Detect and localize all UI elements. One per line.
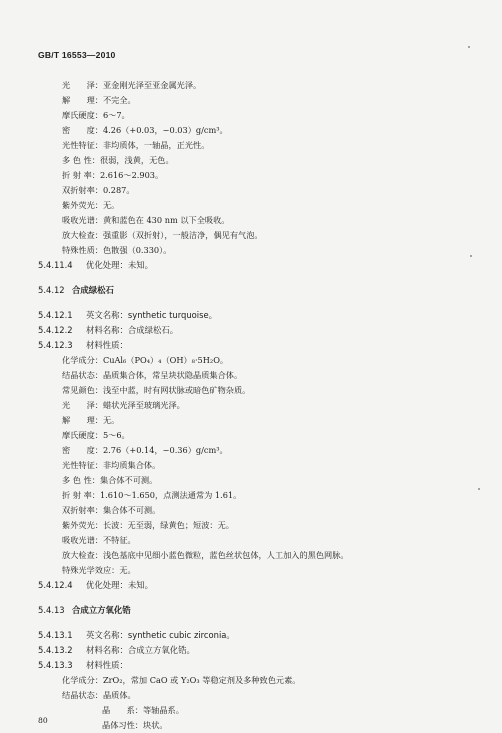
section-5-4-12-heading: 5.4.12 合成绿松石 bbox=[38, 285, 114, 295]
section-5-4-11-4: 5.4.11.4 优化处理：未知。 bbox=[38, 260, 153, 270]
prop-special: 特殊光学效应：无。 bbox=[62, 565, 136, 575]
section-5-4-12-3: 5.4.12.3 材料性质： bbox=[38, 340, 128, 350]
prop-absorption: 吸收光谱：不特征。 bbox=[62, 535, 136, 545]
prop-magnification: 放大检查：强重影（双折射），一般洁净，偶见有气泡。 bbox=[62, 230, 263, 240]
section-5-4-12-4: 5.4.12.4 优化处理：未知。 bbox=[38, 580, 153, 590]
prop-hardness: 摩氏硬度：5～6。 bbox=[62, 430, 130, 440]
scan-speck bbox=[468, 46, 470, 48]
prop-ri: 折 射 率：1.610～1.650，点测法通常为 1.61。 bbox=[62, 490, 242, 500]
scan-speck bbox=[470, 255, 472, 257]
section-5-4-13-3: 5.4.13.3 材料性质： bbox=[38, 660, 128, 670]
prop-special: 特殊性质：色散强（0.330）。 bbox=[62, 245, 172, 255]
prop-luster: 光 泽：亚金刚光泽至亚金属光泽。 bbox=[62, 80, 202, 90]
section-5-4-12-2: 5.4.12.2 材料名称：合成绿松石。 bbox=[38, 325, 179, 335]
prop-pleochroism: 多 色 性：很弱，浅黄，无色。 bbox=[62, 155, 174, 165]
scan-speck bbox=[478, 488, 480, 490]
prop-optic: 光性特征：非均质体，一轴晶，正光性。 bbox=[62, 140, 210, 150]
prop-absorption: 吸收光谱：黄和蓝色在 430 nm 以下全吸收。 bbox=[62, 215, 230, 225]
prop-cleavage: 解 理：不完全。 bbox=[62, 95, 136, 105]
section-5-4-13-1: 5.4.13.1 英文名称：synthetic cubic zirconia。 bbox=[38, 630, 235, 640]
prop-crystal-system: 晶 系：等轴晶系。 bbox=[102, 705, 184, 715]
prop-optic: 光性特征：非均质集合体。 bbox=[62, 460, 161, 470]
prop-chem: 化学成分：ZrO₂，常加 CaO 或 Y₂O₃ 等稳定剂及多种致色元素。 bbox=[62, 675, 301, 685]
page-number: 80 bbox=[38, 716, 48, 725]
prop-density: 密 度：4.26（+0.03，−0.03）g/cm³。 bbox=[62, 125, 228, 135]
prop-hardness: 摩氏硬度：6～7。 bbox=[62, 110, 130, 120]
prop-chem: 化学成分：CuAl₆（PO₄）₄（OH）₈·5H₂O。 bbox=[62, 355, 229, 365]
prop-color: 常见颜色：浅至中蓝，时有网状脉或暗色矿物杂质。 bbox=[62, 385, 251, 395]
prop-pleochroism: 多 色 性：集合体不可测。 bbox=[62, 475, 158, 485]
prop-uv: 紫外荧光：长波：无至弱，绿黄色；短波：无。 bbox=[62, 520, 234, 530]
prop-magnification: 放大检查：浅色基底中见细小蓝色微粒，蓝色丝状包体，人工加入的黑色网脉。 bbox=[62, 550, 349, 560]
prop-birefringence: 双折射率：集合体不可测。 bbox=[62, 505, 161, 515]
section-5-4-13-2: 5.4.13.2 材料名称：合成立方氧化锆。 bbox=[38, 645, 195, 655]
prop-birefringence: 双折射率：0.287。 bbox=[62, 185, 135, 195]
prop-luster: 光 泽：蜡状光泽至玻璃光泽。 bbox=[62, 400, 185, 410]
section-5-4-13-heading: 5.4.13 合成立方氧化锆 bbox=[38, 605, 131, 615]
prop-state: 结晶状态：晶质集合体，常呈块状隐晶质集合体。 bbox=[62, 370, 243, 380]
prop-state: 结晶状态：晶质体。 bbox=[62, 690, 136, 700]
standard-header: GB/T 16553—2010 bbox=[38, 50, 116, 60]
prop-uv: 紫外荧光：无。 bbox=[62, 200, 120, 210]
prop-ri: 折 射 率：2.616～2.903。 bbox=[62, 170, 164, 180]
prop-crystal-habit: 晶体习性：块状。 bbox=[102, 720, 168, 730]
prop-density: 密 度：2.76（+0.14，−0.36）g/cm³。 bbox=[62, 445, 228, 455]
section-5-4-12-1: 5.4.12.1 英文名称：synthetic turquoise。 bbox=[38, 310, 217, 320]
prop-cleavage: 解 理：无。 bbox=[62, 415, 120, 425]
